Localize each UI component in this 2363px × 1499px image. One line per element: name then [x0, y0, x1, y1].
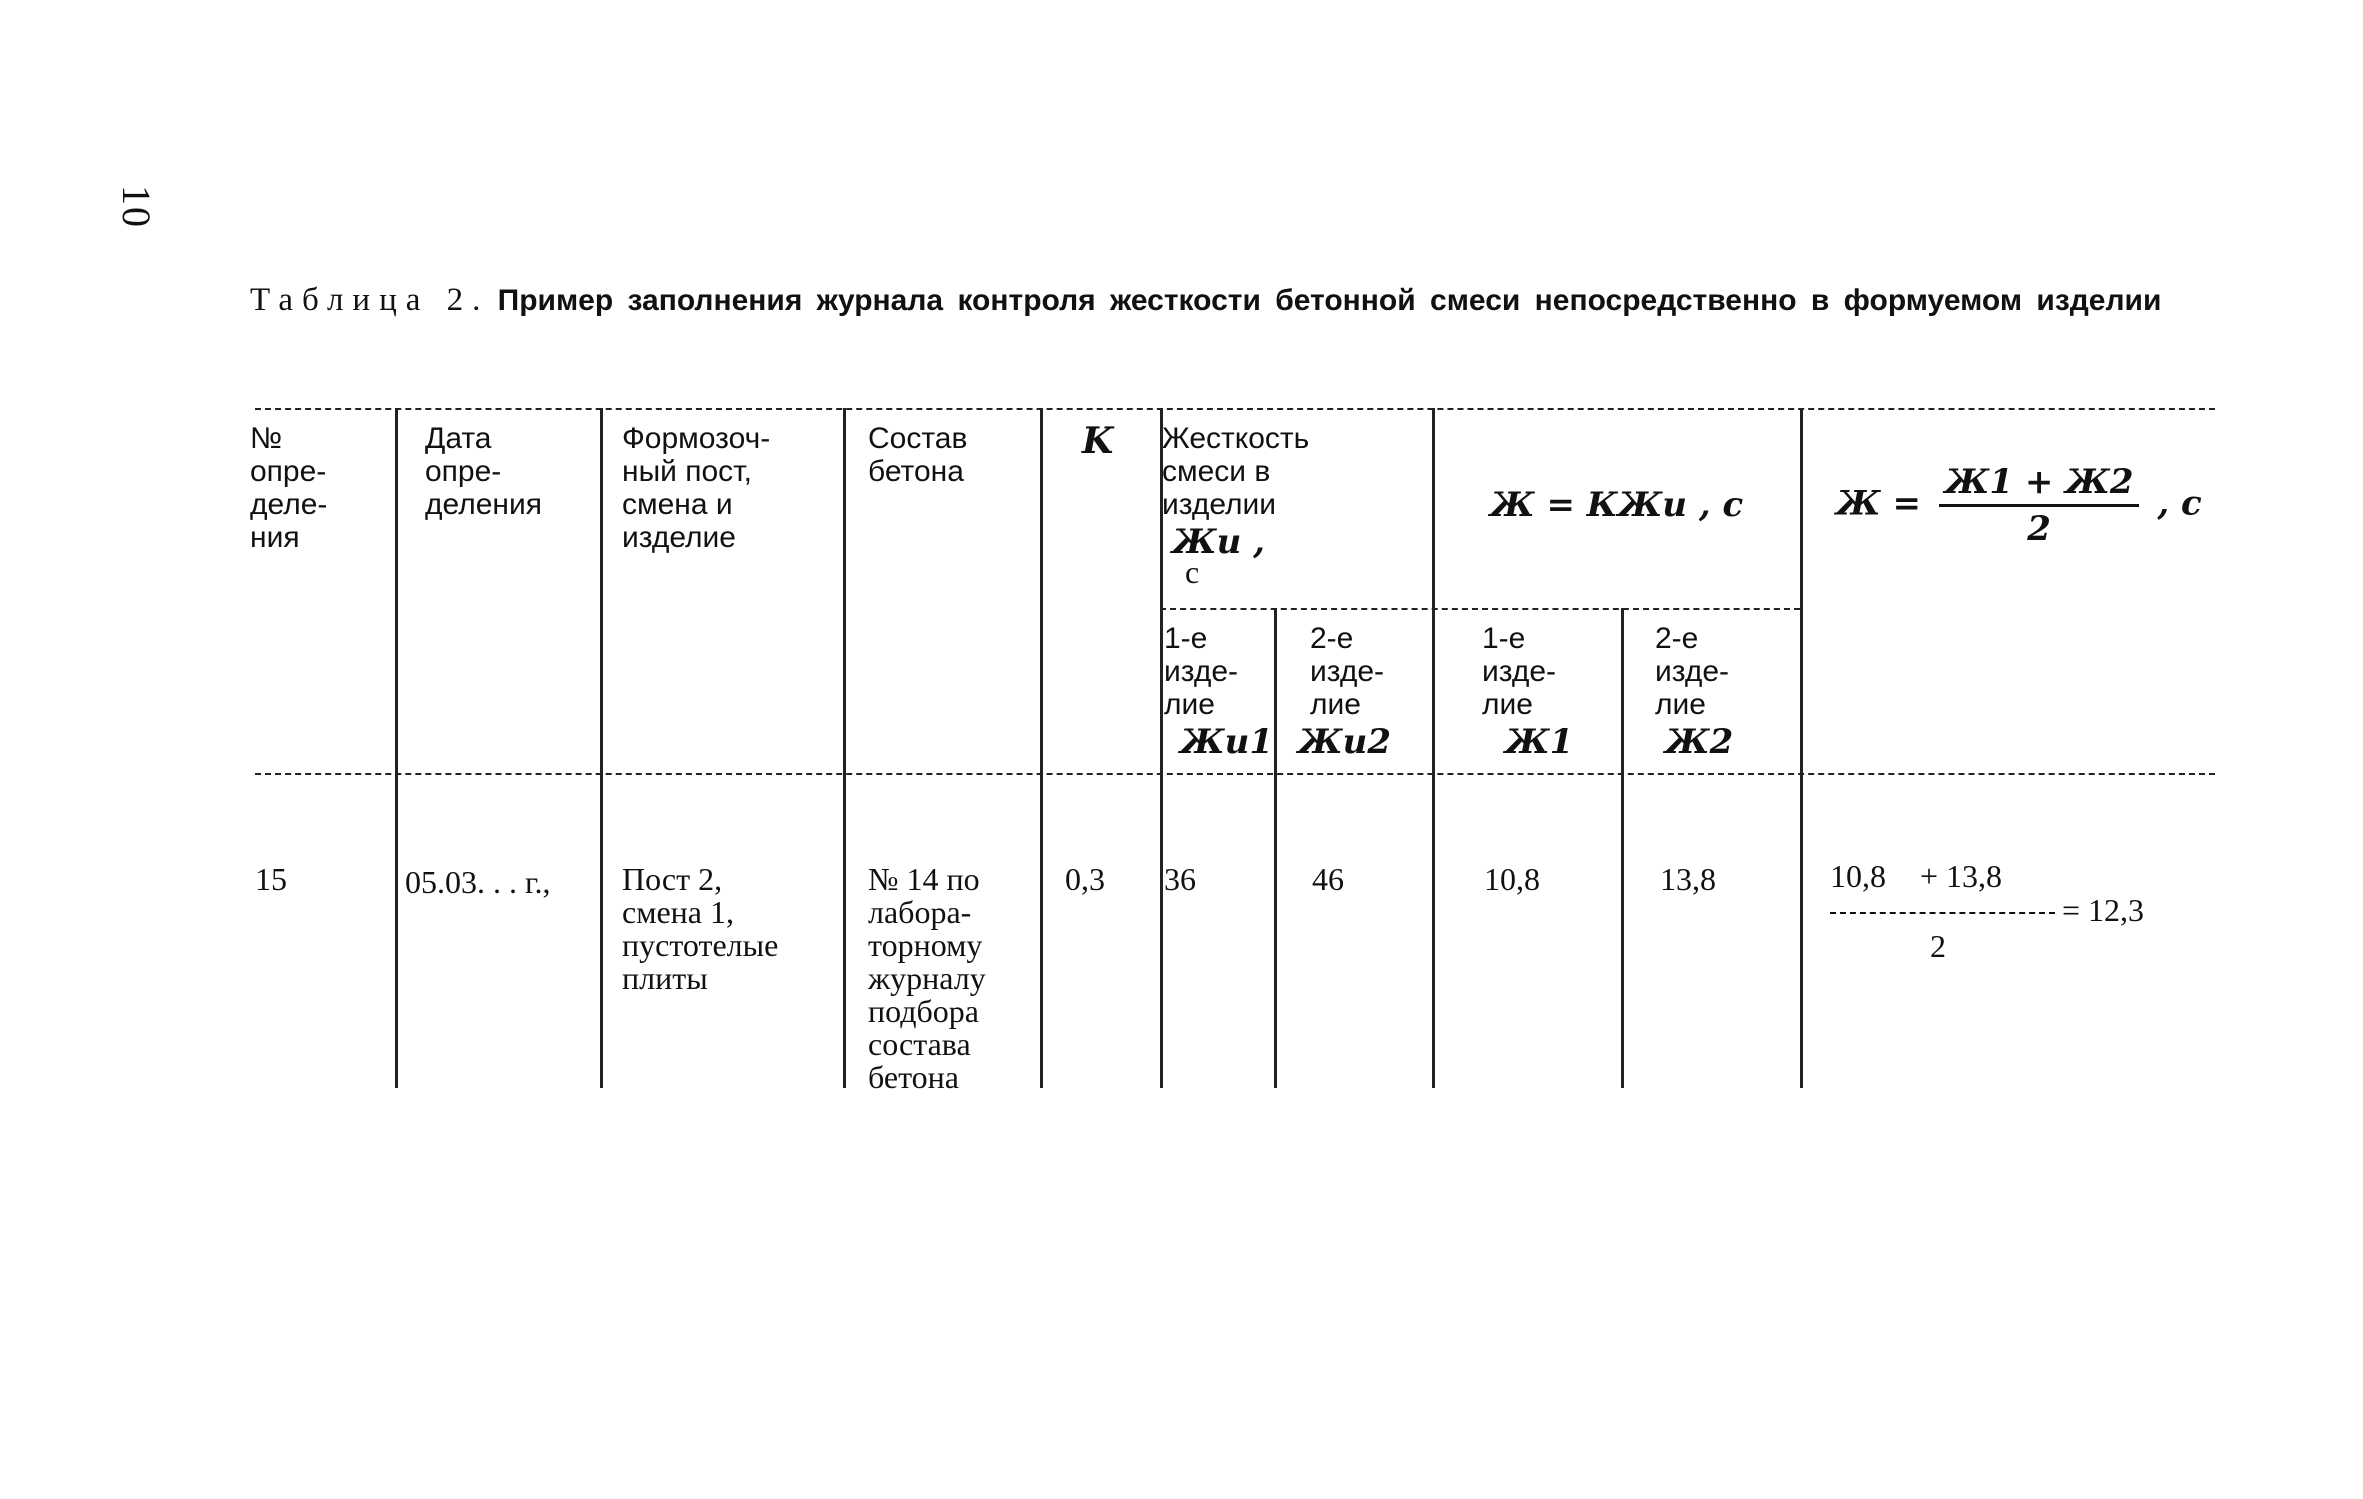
caption-lead: Таблица 2. [250, 282, 490, 318]
subheader-line: лие [1310, 688, 1361, 721]
subheader-line: лие [1482, 688, 1533, 721]
header-stiffness-line: изделии [1162, 488, 1277, 521]
header-date-line: Дата [425, 422, 492, 455]
header-bottom-rule [255, 773, 2215, 775]
header-stiffness-line: смеси в [1162, 455, 1271, 488]
row-post-line: пустотелые [622, 927, 779, 963]
header-number-line: № [250, 422, 283, 455]
row-composition-line: журналу [868, 960, 986, 996]
calc-result: = 12,3 [2062, 892, 2145, 928]
row-zh-i2: 46 [1312, 861, 1344, 897]
row-composition-line: лабора- [868, 894, 972, 930]
row-zh2: 13,8 [1660, 861, 1716, 897]
row-post [622, 863, 778, 995]
row-composition-line: бетона [868, 1059, 959, 1095]
header-post-line: изделие [622, 521, 736, 554]
table-caption [250, 282, 2170, 319]
page-number: 10 [114, 185, 159, 229]
header-composition [868, 422, 967, 488]
header-number-line: опре- [250, 455, 327, 488]
subheader-line: лие [1655, 688, 1706, 721]
row-composition-line: подбора [868, 993, 979, 1029]
column-divider [1040, 408, 1043, 1088]
row-post-line: Пост 2, [622, 861, 723, 897]
row-post-line: плиты [622, 960, 708, 996]
row-post-line: смена 1, [622, 894, 734, 930]
column-divider [1274, 608, 1277, 1088]
row-average-calculation [1830, 858, 2160, 968]
table-top-rule [255, 408, 2215, 410]
row-k: 0,3 [1065, 861, 1105, 897]
subheader-line: 1-е [1482, 622, 1526, 655]
header-number [250, 422, 327, 554]
subheader-line: изде- [1164, 655, 1239, 688]
row-zh-i1: 36 [1164, 861, 1196, 897]
column-divider [600, 408, 603, 1088]
subheader-1 [1164, 622, 1238, 721]
column-divider [843, 408, 846, 1088]
column-divider [1800, 408, 1803, 1088]
header-stiffness-unit: с [1185, 554, 1200, 590]
header-post-line: смена и [622, 488, 733, 521]
calc-fraction-bar [1830, 912, 2055, 914]
header-k: K [1082, 420, 1114, 462]
caption-title: Пример заполнения журнала контроля жесткости бетонной смеси непосредственно в формуемом изделии [497, 284, 2162, 317]
row-number: 15 [255, 861, 287, 897]
subheader-line: 2-е [1655, 622, 1699, 655]
subheader-3-symbol: Ж1 [1505, 722, 1574, 762]
header-post-line: ный пост, [622, 455, 752, 488]
subheader-3 [1482, 622, 1556, 721]
row-date: 05.03. . . г., [405, 864, 551, 900]
formula-lhs: Ж = [1836, 483, 1921, 524]
subheader-2 [1310, 622, 1384, 721]
subheader-line: изде- [1310, 655, 1385, 688]
row-composition-line: № 14 по [868, 861, 980, 897]
calc-numerator-a: 10,8 [1830, 858, 1886, 894]
header-date-line: деления [425, 488, 542, 521]
subheader-2-symbol: Жи2 [1298, 722, 1391, 762]
row-composition-line: состава [868, 1026, 971, 1062]
subheader-4-symbol: Ж2 [1665, 722, 1734, 762]
header-composition-line: бетона [868, 455, 964, 488]
header-date-line: опре- [425, 455, 502, 488]
header-stiffness-symbol: Жи , [1172, 522, 1266, 562]
formula-unit: , с [2157, 483, 2202, 524]
subheader-line: 2-е [1310, 622, 1354, 655]
header-composition-line: Состав [868, 422, 968, 455]
row-composition-line: торному [868, 927, 983, 963]
header-number-line: деле- [250, 488, 328, 521]
header-post [622, 422, 770, 554]
header-formula-average [1836, 462, 2202, 549]
subheader-1-symbol: Жи1 [1180, 722, 1273, 762]
formula-fraction [1939, 462, 2140, 549]
header-number-line: ния [250, 521, 300, 554]
row-zh1: 10,8 [1484, 861, 1540, 897]
header-formula-k: Ж = КЖи , с [1490, 485, 1744, 525]
subheader-4 [1655, 622, 1729, 721]
column-divider [395, 408, 398, 1088]
subheader-line: изде- [1655, 655, 1730, 688]
formula-numerator: Ж1 + Ж2 [1939, 462, 2140, 507]
subheader-line: 1-е [1164, 622, 1208, 655]
calc-denominator: 2 [1930, 928, 1946, 964]
header-stiffness [1162, 422, 1309, 521]
formula-denominator: 2 [2027, 509, 2051, 549]
subheader-line: лие [1164, 688, 1215, 721]
column-divider [1621, 608, 1624, 1088]
column-divider [1432, 408, 1435, 1088]
calc-numerator-b: + 13,8 [1920, 858, 2003, 894]
subheader-line: изде- [1482, 655, 1557, 688]
header-post-line: Формозоч- [622, 422, 771, 455]
row-composition [868, 863, 986, 1094]
subheader-rule [1160, 608, 1800, 610]
header-stiffness-line: Жесткость [1162, 422, 1310, 455]
header-date [425, 422, 542, 521]
